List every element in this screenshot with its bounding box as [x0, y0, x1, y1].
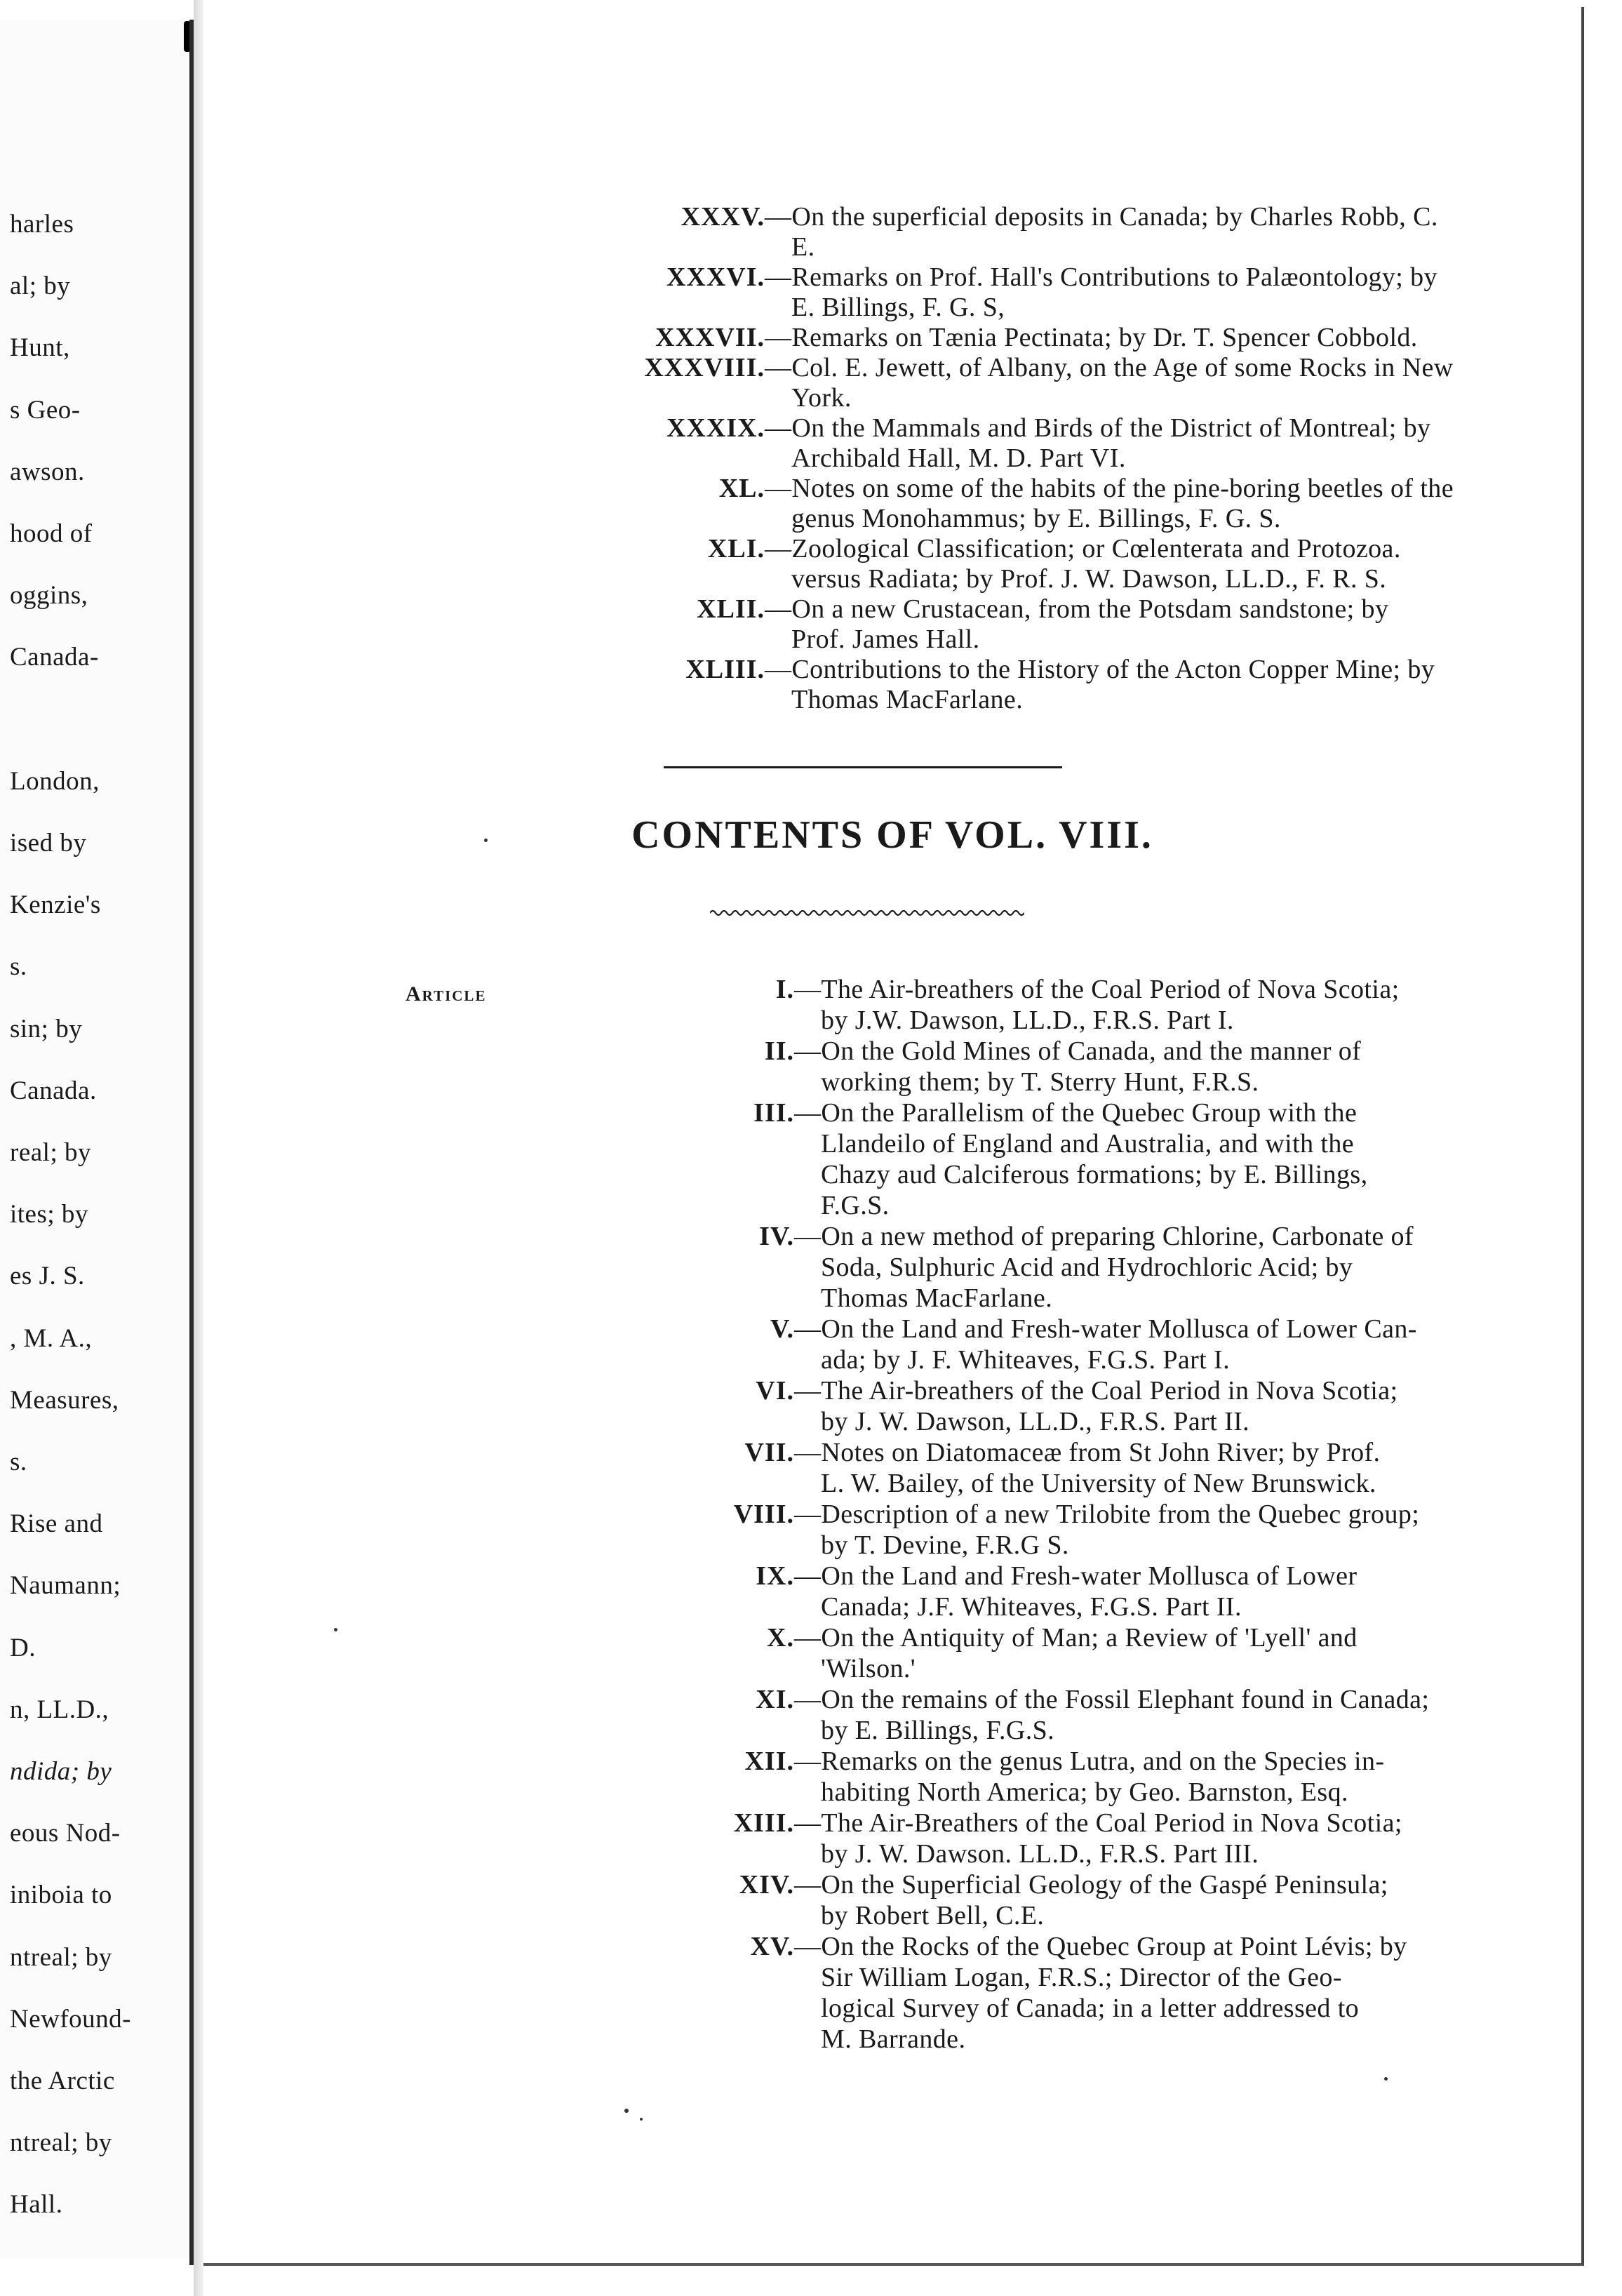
entry-number: I.	[775, 975, 794, 1004]
entry-line: versus Radiata; by Prof. J. W. Dawson, LL.D., F. R. S.	[791, 564, 1387, 594]
left-page-line: Newfound-	[10, 2004, 132, 2034]
left-page-line: ites; by	[10, 1200, 88, 1229]
entry-line: by E. Billings, F.G.S.	[821, 1716, 1055, 1745]
entry-line: by Robert Bell, C.E.	[821, 1901, 1045, 1930]
entry-line: Thomas MacFarlane.	[821, 1283, 1053, 1313]
left-page-line: n, LL.D.,	[10, 1695, 109, 1724]
entry-number: XXXIX.	[666, 413, 765, 443]
entry-line: —Contributions to the History of the Acton Copper Mine; by	[765, 655, 1435, 684]
entry-line: ada; by J. F. Whiteaves, F.G.S. Part I.	[821, 1345, 1230, 1375]
entry-line: —Zoological Classification; or Cœlenterata and Protozoa.	[765, 534, 1401, 563]
entry-number: XLIII.	[685, 655, 765, 684]
left-page-line: s Geo-	[10, 395, 81, 425]
left-page-line: iniboia to	[10, 1881, 112, 1910]
entry-number: XIII.	[733, 1808, 794, 1838]
entry-line: Chazy aud Calciferous formations; by E. Billings,	[821, 1160, 1368, 1189]
entry-line: —Notes on Diatomaceæ from St John River; by Prof.	[794, 1438, 1381, 1467]
left-page-line: D.	[10, 1633, 36, 1662]
entry-number: II.	[764, 1036, 794, 1066]
left-page-line: London,	[10, 766, 100, 796]
entry-number: XV.	[750, 1932, 794, 1961]
left-page-line: Canada.	[10, 1076, 97, 1105]
entry-line: —On the Mammals and Birds of the District of Montreal; by	[765, 413, 1431, 443]
entry-number: XLII.	[697, 594, 765, 624]
left-page-line: the Arctic	[10, 2067, 115, 2095]
main-page	[203, 7, 1584, 2266]
entry-line: Canada; J.F. Whiteaves, F.G.S. Part II.	[821, 1592, 1242, 1622]
entry-number: XLI.	[707, 534, 765, 563]
entry-line: working them; by T. Sterry Hunt, F.R.S.	[821, 1067, 1259, 1097]
entry-line: F.G.S.	[821, 1191, 890, 1220]
entry-line: —On a new Crustacean, from the Potsdam sandstone; by	[765, 594, 1389, 624]
left-page-line: ndida; by	[10, 1757, 112, 1786]
entry-line: 'Wilson.'	[821, 1654, 916, 1683]
speck	[624, 2109, 629, 2113]
entry-line: by T. Devine, F.R.G S.	[821, 1530, 1069, 1560]
entry-number: XIV.	[739, 1870, 794, 1900]
entry-line: Prof. James Hall.	[791, 625, 980, 654]
entry-number: XXXVI.	[666, 262, 765, 292]
entry-number: IX.	[756, 1561, 794, 1591]
left-page-line: awson.	[10, 457, 85, 486]
left-page-line: Kenzie's	[10, 890, 101, 920]
entry-line: E.	[791, 232, 815, 262]
left-page-line: hood of	[10, 519, 93, 548]
entry-line: by J.W. Dawson, LL.D., F.R.S. Part I.	[821, 1006, 1234, 1035]
entry-number: IV.	[759, 1222, 794, 1251]
left-page-line: , M. A.,	[10, 1323, 93, 1353]
entry-line: —On the Parallelism of the Quebec Group with the	[794, 1098, 1358, 1128]
left-page-line: Rise and	[10, 1509, 103, 1539]
entry-number: XII.	[744, 1747, 794, 1776]
left-page-line: Naumann;	[10, 1571, 121, 1601]
entry-line: —The Air-Breathers of the Coal Period in Nova Scotia;	[794, 1808, 1402, 1838]
entry-line: Llandeilo of England and Australia, and with the	[821, 1129, 1355, 1159]
entry-line: —Remarks on Prof. Hall's Contributions to Palæontology; by	[765, 262, 1437, 292]
entry-line: —On the Gold Mines of Canada, and the manner of	[794, 1036, 1362, 1066]
speck	[1384, 2077, 1388, 2081]
entry-line: L. W. Bailey, of the University of New Brunswick.	[821, 1469, 1376, 1498]
book-gutter	[194, 0, 203, 2296]
left-page-line: real; by	[10, 1138, 91, 1167]
entry-line: by J. W. Dawson. LL.D., F.R.S. Part III.	[821, 1839, 1259, 1869]
entry-line: —On the Antiquity of Man; a Review of 'Lyell' and	[794, 1623, 1358, 1653]
entry-line: Archibald Hall, M. D. Part VI.	[791, 443, 1126, 473]
article-label: Article	[406, 982, 487, 1006]
entry-line: —Remarks on Tænia Pectinata; by Dr. T. Spencer Cobbold.	[765, 323, 1418, 352]
speck	[484, 839, 488, 842]
left-page-line: Canada-	[10, 643, 99, 672]
entry-line: Sir William Logan, F.R.S.; Director of the Geo-	[821, 1963, 1342, 1992]
left-page-line: sin; by	[10, 1014, 83, 1043]
left-page-line: s.	[10, 952, 27, 982]
entry-number: XL.	[718, 474, 765, 503]
contents-heading: CONTENTS OF VOL. VIII.	[631, 813, 1153, 857]
wavy-ornament-rule	[710, 908, 1024, 918]
left-page-line: Measures,	[10, 1385, 119, 1415]
left-page-line: eous Nod-	[10, 1819, 121, 1848]
left-page-line: ntreal; by	[10, 2128, 112, 2158]
left-facing-page	[0, 20, 199, 2258]
entry-number: X.	[767, 1623, 794, 1653]
entry-line: —Notes on some of the habits of the pine-boring beetles of the	[765, 474, 1454, 503]
entry-line: logical Survey of Canada; in a letter addressed to	[821, 1994, 1360, 2023]
entry-line: Thomas MacFarlane.	[791, 685, 1024, 714]
entry-number: XI.	[756, 1685, 794, 1714]
entry-line: habiting North America; by Geo. Barnston, Esq.	[821, 1777, 1348, 1807]
entry-line: —Col. E. Jewett, of Albany, on the Age of some Rocks in New	[765, 353, 1454, 382]
entry-number: XXXVII.	[655, 323, 765, 352]
left-page-line: Hall.	[10, 2190, 63, 2220]
left-page-line: harles	[10, 210, 74, 239]
entry-number: III.	[753, 1098, 794, 1128]
left-page-line: al; by	[10, 272, 71, 301]
entry-line: —On the Land and Fresh-water Mollusca of Lower Can-	[794, 1314, 1417, 1344]
entry-line: —The Air-breathers of the Coal Period in Nova Scotia;	[794, 1376, 1398, 1406]
entry-line: M. Barrande.	[821, 2024, 966, 2054]
entry-line: E. Billings, F. G. S,	[791, 293, 1005, 322]
left-page-line: es J. S.	[10, 1262, 85, 1291]
entry-number: VII.	[744, 1438, 794, 1467]
speck	[334, 1628, 337, 1631]
entry-line: —On the Land and Fresh-water Mollusca of Lower	[794, 1561, 1358, 1591]
speck	[640, 2118, 643, 2121]
entry-line: by J. W. Dawson, LL.D., F.R.S. Part II.	[821, 1407, 1250, 1436]
entry-line: —On the Rocks of the Quebec Group at Point Lévis; by	[794, 1932, 1407, 1961]
left-page-line: ntreal; by	[10, 1942, 112, 1972]
section-divider-rule	[664, 766, 1062, 768]
entry-line: —On the Superficial Geology of the Gaspé Peninsula;	[794, 1870, 1388, 1900]
entry-line: —The Air-breathers of the Coal Period of Nova Scotia;	[794, 975, 1400, 1004]
entry-line: —On the superficial deposits in Canada; by Charles Robb, C.	[765, 202, 1438, 232]
entry-line: —Description of a new Trilobite from the Quebec group;	[794, 1500, 1420, 1529]
left-page-line: ised by	[10, 829, 87, 857]
entry-number: VIII.	[733, 1500, 794, 1529]
entry-number: V.	[770, 1314, 794, 1344]
entry-line: —Remarks on the genus Lutra, and on the Species in-	[794, 1747, 1385, 1776]
left-page-line: oggins,	[10, 581, 88, 610]
entry-line: York.	[791, 383, 852, 413]
left-page-line: Hunt,	[10, 333, 70, 363]
entry-number: XXXV.	[681, 202, 765, 232]
entry-number: VI.	[756, 1376, 794, 1406]
entry-number: XXXVIII.	[644, 353, 765, 382]
entry-line: genus Monohammus; by E. Billings, F. G. S.	[791, 504, 1281, 533]
entry-line: —On the remains of the Fossil Elephant found in Canada;	[794, 1685, 1430, 1714]
entry-line: Soda, Sulphuric Acid and Hydrochloric Acid; by	[821, 1253, 1353, 1282]
entry-line: —On a new method of preparing Chlorine, Carbonate of	[794, 1222, 1414, 1251]
left-page-line: s.	[10, 1448, 27, 1476]
